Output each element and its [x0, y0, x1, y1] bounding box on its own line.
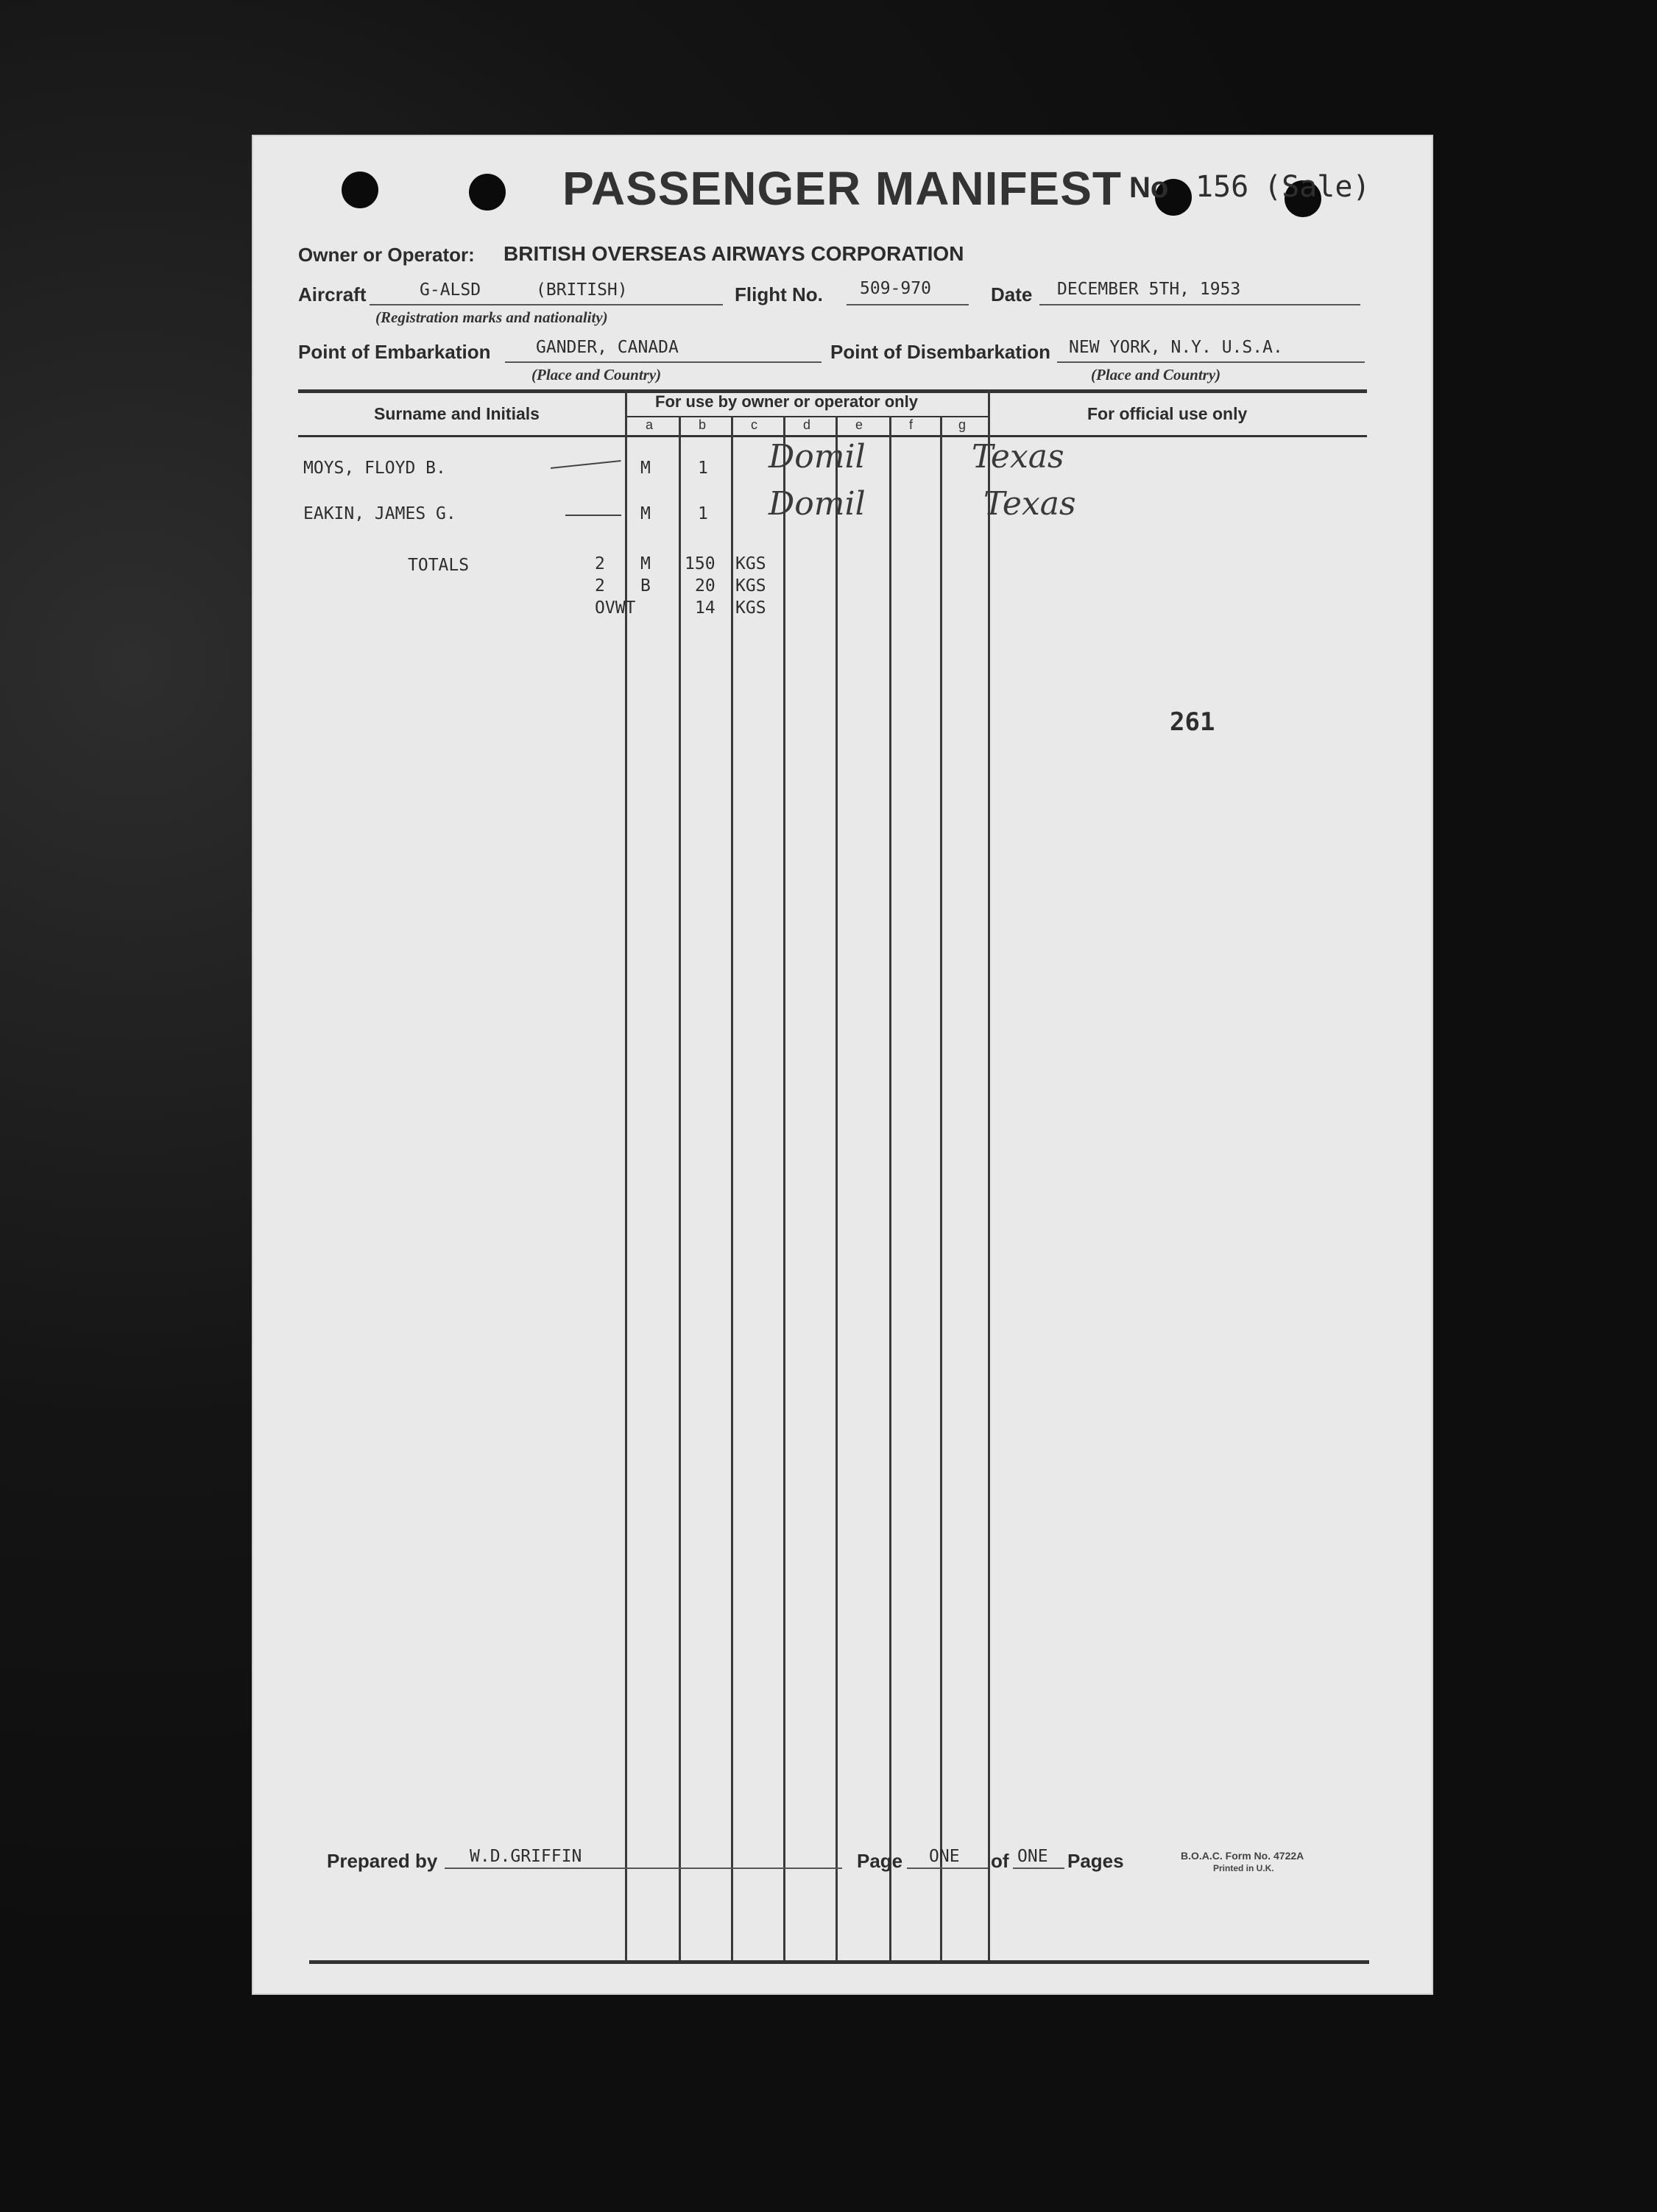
passenger-2-dash-line [565, 515, 621, 516]
passenger-2-handwritten-d: Domil [769, 485, 866, 523]
aircraft-underline [370, 304, 723, 305]
totals-line-1-b: 150 [685, 554, 716, 573]
embarkation-underline [505, 361, 822, 363]
flight-underline [847, 304, 969, 305]
disembarkation-caption: (Place and Country) [1091, 366, 1221, 384]
passenger-1-dash-line [551, 460, 621, 469]
flight-label: Flight No. [735, 283, 823, 305]
column-divider-a-left [625, 389, 627, 1962]
totals-line-2-c: KGS [735, 576, 766, 596]
passenger-2-name: EAKIN, JAMES G. [303, 504, 456, 523]
column-divider-c-left [731, 416, 733, 1962]
form-number-line-2: Printed in U.K. [1213, 1863, 1274, 1873]
flight-value: 509-970 [860, 279, 931, 298]
form-number-value: 156 [1195, 170, 1249, 204]
footer-top-rule [309, 1960, 1369, 1964]
aircraft-label: Aircraft [298, 283, 367, 305]
page-underline [907, 1868, 988, 1869]
totals-line-2-b: 20 [695, 576, 716, 596]
prepared-by-label: Prepared by [327, 1850, 438, 1872]
punch-hole-left [342, 172, 378, 208]
date-value: DECEMBER 5TH, 1953 [1057, 280, 1241, 299]
embarkation-caption: (Place and Country) [531, 366, 662, 384]
totals-line-1-count: 2 [595, 554, 605, 573]
aircraft-caption: (Registration marks and nationality) [375, 308, 608, 326]
form-number-suffix: (Sale) [1264, 170, 1371, 204]
of-underline [1013, 1868, 1064, 1869]
embarkation-value: GANDER, CANADA [536, 338, 679, 357]
totals-line-1-c: KGS [735, 554, 766, 573]
surname-column-header: Surname and Initials [374, 404, 540, 423]
column-divider-f-left [889, 416, 891, 1962]
prepared-by-value: W.D.GRIFFIN [470, 1847, 582, 1866]
date-label: Date [991, 283, 1033, 305]
subcol-b-header: b [699, 417, 707, 432]
totals-line-2-a: B [640, 576, 651, 596]
passenger-1-handwritten-official: Texas [972, 438, 1064, 476]
disembarkation-label: Point of Disembarkation [830, 341, 1051, 363]
passenger-2-col-b: 1 [698, 504, 708, 523]
subcol-g-header: g [958, 417, 967, 432]
owner-value: BRITISH OVERSEAS AIRWAYS CORPORATION [504, 242, 964, 265]
passenger-1-name: MOYS, FLOYD B. [303, 459, 446, 478]
owner-use-column-header: For use by owner or operator only [655, 392, 918, 411]
passenger-1-handwritten-d: Domil [769, 438, 866, 476]
subcol-d-header: d [803, 417, 811, 432]
totals-line-2-count: 2 [595, 576, 605, 596]
prepared-by-underline [445, 1868, 842, 1869]
disembarkation-value: NEW YORK, N.Y. U.S.A. [1069, 338, 1283, 357]
form-title: PASSENGER MANIFEST [562, 162, 1122, 215]
passenger-1-col-a: M [640, 459, 651, 478]
column-divider-g-left [940, 416, 942, 1962]
pages-label: Pages [1067, 1850, 1124, 1872]
totals-line-1-a: M [640, 554, 651, 573]
official-use-column-header: For official use only [1087, 404, 1248, 423]
of-value: ONE [1017, 1847, 1048, 1866]
page-value: ONE [929, 1847, 960, 1866]
page-label: Page [857, 1850, 903, 1872]
date-underline [1039, 304, 1360, 305]
subcol-f-header: f [909, 417, 914, 432]
table-header-rule [298, 435, 1367, 437]
aircraft-nationality: (BRITISH) [536, 280, 628, 300]
stamped-number: 261 [1170, 707, 1215, 737]
totals-line-3-c: KGS [735, 598, 766, 618]
totals-label: TOTALS [408, 556, 470, 575]
passenger-1-col-b: 1 [698, 459, 708, 478]
disembarkation-underline [1057, 361, 1365, 363]
embarkation-label: Point of Embarkation [298, 341, 491, 363]
subcol-c-header: c [751, 417, 757, 432]
aircraft-value: G-ALSD [420, 280, 481, 300]
manifest-sheet [252, 135, 1433, 1995]
subcol-e-header: e [855, 417, 863, 432]
form-number-line-1: B.O.A.C. Form No. 4722A [1181, 1850, 1304, 1862]
of-label: of [991, 1850, 1009, 1872]
column-divider-d-left [783, 416, 785, 1962]
totals-line-3-a: OVWT [595, 598, 636, 618]
column-divider-e-left [835, 416, 838, 1962]
passenger-2-handwritten-official: Texas [983, 485, 1076, 523]
punch-hole-center [469, 174, 506, 211]
column-divider-b-left [679, 416, 681, 1962]
column-divider-official-left [988, 389, 990, 1962]
owner-label: Owner or Operator: [298, 244, 475, 266]
form-number-label: No [1129, 172, 1169, 204]
subcol-a-header: a [646, 417, 654, 432]
passenger-2-col-a: M [640, 504, 651, 523]
totals-line-3-b: 14 [695, 598, 716, 618]
